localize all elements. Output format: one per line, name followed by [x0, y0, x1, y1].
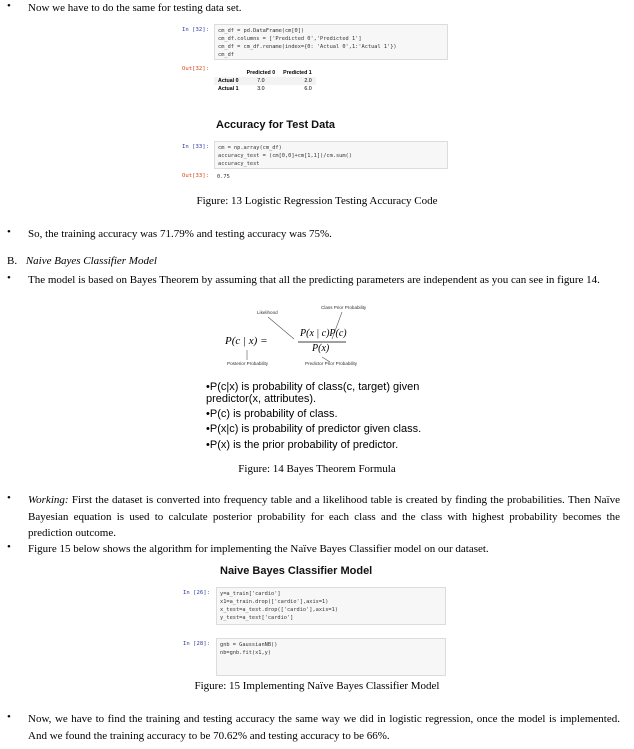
bayes-note: •P(x|c) is probability of predictor given class.: [206, 423, 422, 435]
section-number: B.: [7, 255, 18, 267]
formula-lhs: P(c | x) =: [225, 335, 268, 347]
label-likelihood: Likelihood: [257, 310, 278, 315]
code-text-33: cm = np.array(cm_df) accuracy_test = (cm[0,0]+cm[1,1])/cm.sum() accuracy_test: [218, 145, 352, 167]
bullet-glyph: •: [7, 272, 11, 284]
table-header-cell: Predicted 0: [246, 70, 276, 76]
bayes-note: •P(x) is the prior probability of predictor.: [206, 439, 399, 451]
output-prompt-33: Out[33]:: [182, 173, 209, 179]
formula-denominator: P(x): [312, 343, 330, 354]
input-prompt-26: In [26]:: [183, 590, 210, 596]
table-row: [214, 85, 316, 93]
figure-15-notebook: [180, 562, 450, 676]
figure-13-notebook: [178, 21, 451, 191]
section-title: Naive Bayes Classifier Model: [25, 255, 157, 267]
bullet-text-figure15-intro: Figure 15 below shows the algorithm for implementing the Naïve Bayes Classifier model on our dataset.: [28, 543, 489, 555]
code-cell-28: [216, 638, 446, 676]
code-text-28: gnb = GaussianNB() nb=gnb.fit(x1,y): [220, 642, 278, 656]
table-cell: 2.0: [279, 77, 316, 85]
accuracy-heading: Accuracy for Test Data: [216, 119, 336, 131]
table-cell: 7.0: [243, 77, 280, 85]
label-posterior: Posterior Probability: [227, 361, 269, 366]
table-header-cell: [214, 69, 243, 77]
label-class-prior: Class Prior Probability: [321, 305, 367, 310]
confusion-matrix-table: [214, 69, 316, 93]
figure-13-caption: Figure: 13 Logistic Regression Testing Accuracy Code: [196, 195, 438, 207]
bullet-text-testing-intro: Now we have to do the same for testing data set.: [28, 2, 242, 14]
bullet-glyph: •: [7, 226, 11, 238]
working-text: First the dataset is converted into frequency table and a likelihood table is created by finding the probabilities. Then Naïve Bayesian equation is used to calculate posterior probability for each class and the class with highest probability becomes the prediction outcome.: [28, 494, 620, 539]
output-value-33: 0.75: [217, 174, 230, 180]
row-label: Actual 0: [214, 77, 243, 85]
bullet-text-working: [28, 492, 620, 542]
table-cell: 6.0: [304, 86, 312, 92]
bullet-glyph: •: [7, 0, 11, 12]
bullet-glyph: •: [7, 541, 11, 553]
table-cell: 3.0: [257, 86, 265, 92]
output-prompt-32: Out[32]:: [182, 66, 209, 72]
bayes-note: •P(c) is probability of class.: [206, 408, 338, 420]
formula-numerator: P(x | c)P(c): [300, 328, 347, 339]
code-text-26: y=a_train['cardio'] x1=a_train.drop(['cardio'],axis=1) x_test=a_test.drop(['cardio'],axis=1) y_test=a_test['cardio']: [220, 591, 338, 621]
bayes-note: •P(c|x) is probability of class(c, target) given: [206, 381, 420, 393]
bullet-glyph: •: [7, 492, 11, 504]
arrow-likelihood: [268, 317, 294, 339]
input-prompt-33: In [33]:: [182, 144, 209, 150]
table-header-cell: Predicted 1: [283, 70, 312, 76]
bullet-text-final-accuracy: Now, we have to find the training and testing accuracy the same way we did in logistic regression, once the model is implemented. And we found the training accuracy to be 70.62% and testing accuracy to be 66%.: [28, 713, 620, 742]
code-cell-26: [216, 587, 446, 625]
section-heading: [7, 255, 157, 267]
input-prompt-32: In [32]:: [182, 27, 209, 33]
input-prompt-28: In [28]:: [183, 641, 210, 647]
label-predictor-prior: Predictor Prior Probability: [305, 361, 358, 366]
row-label: Actual 1: [218, 86, 239, 92]
figure-14-bayes: [200, 303, 440, 458]
naive-bayes-heading: Naive Bayes Classifier Model: [220, 565, 373, 577]
bullet-text-accuracy: So, the training accuracy was 71.79% and testing accuracy was 75%.: [28, 228, 332, 240]
code-cell-32: [214, 24, 448, 60]
bayes-note: predictor(x, attributes).: [206, 393, 317, 405]
code-text-32: cm_df = pd.DataFrame(cm[0]) cm_df.columns = ['Predicted 0','Predicted 1'] cm_df = cm_df.rename(index={0: 'Actual 0',1:'Actual 1'}) cm_df: [218, 28, 397, 58]
working-label: Working:: [28, 494, 69, 506]
code-cell-33: [214, 141, 448, 169]
figure-14-caption: Figure: 14 Bayes Theorem Formula: [238, 463, 396, 475]
bullet-glyph: •: [7, 711, 11, 723]
figure-15-caption: Figure: 15 Implementing Naïve Bayes Classifier Model: [194, 680, 440, 692]
table-row: [214, 77, 316, 85]
table-header-row: [214, 69, 316, 77]
bullet-text-bayes-theorem: The model is based on Bayes Theorem by assuming that all the predicting parameters are independent as you can see in figure 14.: [28, 274, 600, 286]
